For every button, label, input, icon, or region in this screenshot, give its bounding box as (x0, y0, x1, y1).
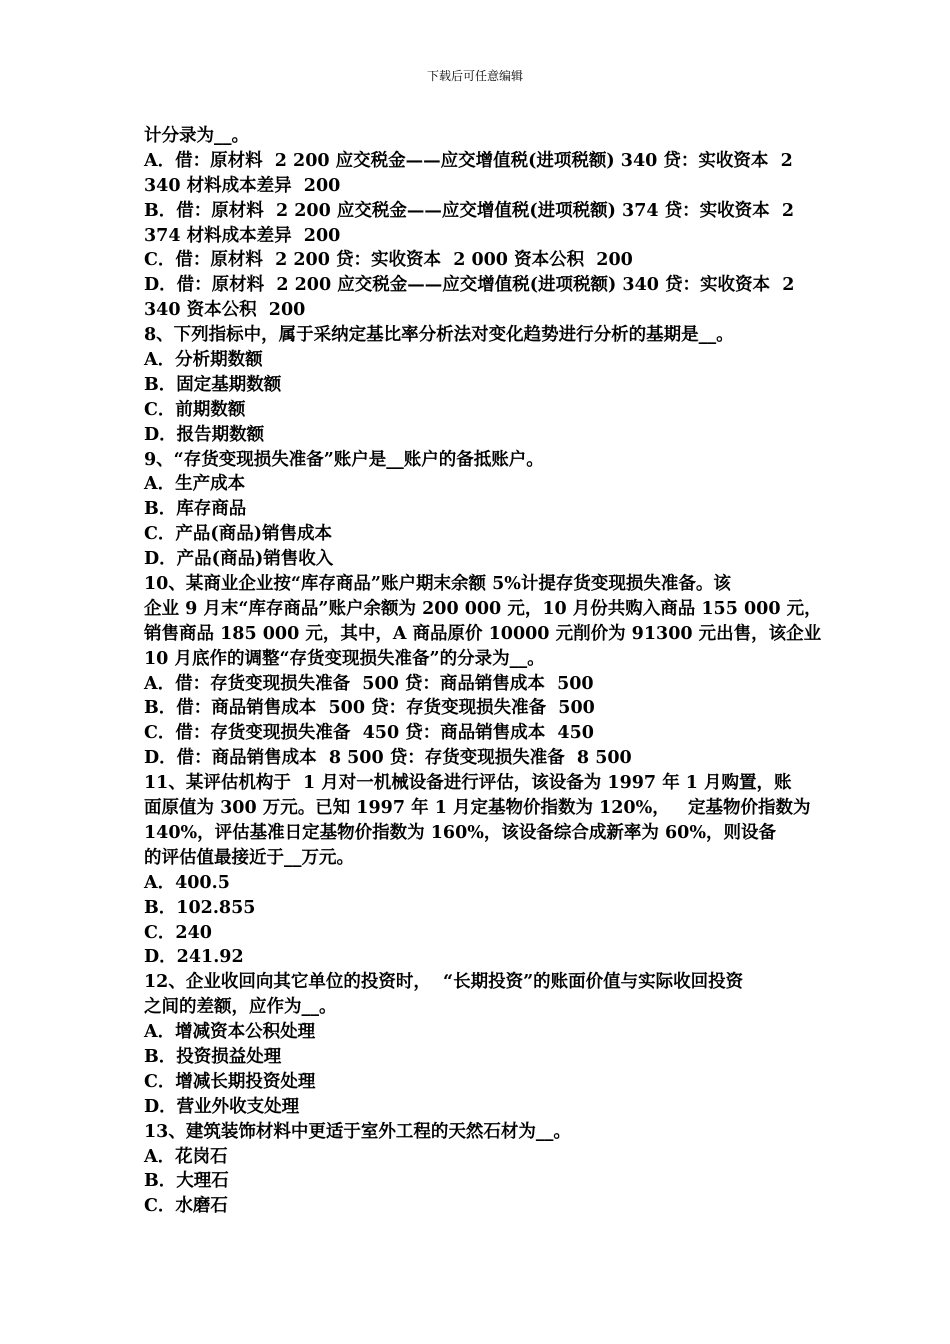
question-stem: 面原值为 300 万元。已知 1997 年 1 月定基物价指数为 120%， 定基物价指数为 (144, 798, 811, 819)
text-line: D．借：原材料 2 200 应交税金——应交增值税(进项税额) 340 贷：实收资本 2 (144, 275, 795, 296)
question-stem: 10、某商业企业按“库存商品”账户期末余额 5%计提存货变现损失准备。该 (144, 574, 731, 595)
option: C．借：存货变现损失准备 450 贷：商品销售成本 450 (144, 723, 594, 744)
option: C．增减长期投资处理 (144, 1071, 316, 1092)
question-stem: 企业 9 月末“库存商品”账户余额为 200 000 元，10 月份共购入商品 155 000 元， (144, 598, 822, 619)
question-stem: 之间的差额，应作为__。 (144, 997, 337, 1018)
question-stem: 12、企业收回向其它单位的投资时， “长期投资”的账面价值与实际收回投资 (144, 972, 744, 993)
page-header: 下载后可任意编辑 (426, 69, 523, 83)
option: A．花岗石 (144, 1146, 228, 1167)
option: D．借：商品销售成本 8 500 贷：存货变现损失准备 8 500 (144, 748, 632, 769)
question-stem: 的评估值最接近于__万元。 (144, 847, 354, 868)
question-stem: 11、某评估机构于 1 月对一机械设备进行评估，该设备为 1997 年 1 月购置，账 (144, 773, 792, 794)
text-line: C．借：原材料 2 200 贷：实收资本 2 000 资本公积 200 (144, 250, 633, 271)
question-stem: 140%，评估基准日定基物价指数为 160%，该设备综合成新率为 60%，则设备 (144, 822, 776, 843)
text-line: 340 材料成本差异 200 (144, 175, 341, 196)
option: C．水磨石 (144, 1196, 228, 1217)
option: A．增减资本公积处理 (144, 1022, 316, 1043)
option: A．借：存货变现损失准备 500 贷：商品销售成本 500 (144, 673, 594, 694)
option: B．102.855 (144, 897, 256, 918)
option: D．报告期数额 (144, 424, 265, 445)
option: C．240 (144, 922, 212, 943)
text-line: A．借：原材料 2 200 应交税金——应交增值税(进项税额) 340 贷：实收资本 2 (144, 150, 793, 171)
text-line: 340 资本公积 200 (144, 300, 306, 321)
option: D．241.92 (144, 947, 244, 968)
option: A．生产成本 (144, 474, 246, 495)
option: D．产品(商品)销售收入 (144, 549, 334, 570)
option: B．投资损益处理 (144, 1046, 282, 1067)
text-line: 374 材料成本差异 200 (144, 225, 341, 246)
document-body (144, 124, 824, 1219)
option: B．借：商品销售成本 500 贷：存货变现损失准备 500 (144, 698, 595, 719)
question-stem: 销售商品 185 000 元，其中，A 商品原价 10000 元削价为 91300 元出售，该企业 (144, 623, 822, 644)
option: A．分析期数额 (144, 350, 263, 371)
question-stem: 9、“存货变现损失准备”账户是__账户的备抵账户。 (144, 449, 544, 470)
option: B．固定基期数额 (144, 374, 282, 395)
option: A．400.5 (144, 872, 230, 893)
question-stem: 8、下列指标中，属于采纳定基比率分析法对变化趋势进行分析的基期是__。 (144, 325, 734, 346)
text-line: 计分录为__。 (144, 126, 249, 146)
text-line: B．借：原材料 2 200 应交税金——应交增值税(进项税额) 374 贷：实收资本 2 (144, 200, 795, 221)
option: C．产品(商品)销售成本 (144, 524, 332, 545)
question-stem: 10 月底作的调整“存货变现损失准备”的分录为__。 (144, 648, 545, 669)
option: B．大理石 (144, 1171, 229, 1192)
option: D．营业外收支处理 (144, 1096, 300, 1117)
option: C．前期数额 (144, 399, 246, 420)
question-stem: 13、建筑装饰材料中更适于室外工程的天然石材为__。 (144, 1121, 571, 1142)
option: B．库存商品 (144, 499, 247, 520)
